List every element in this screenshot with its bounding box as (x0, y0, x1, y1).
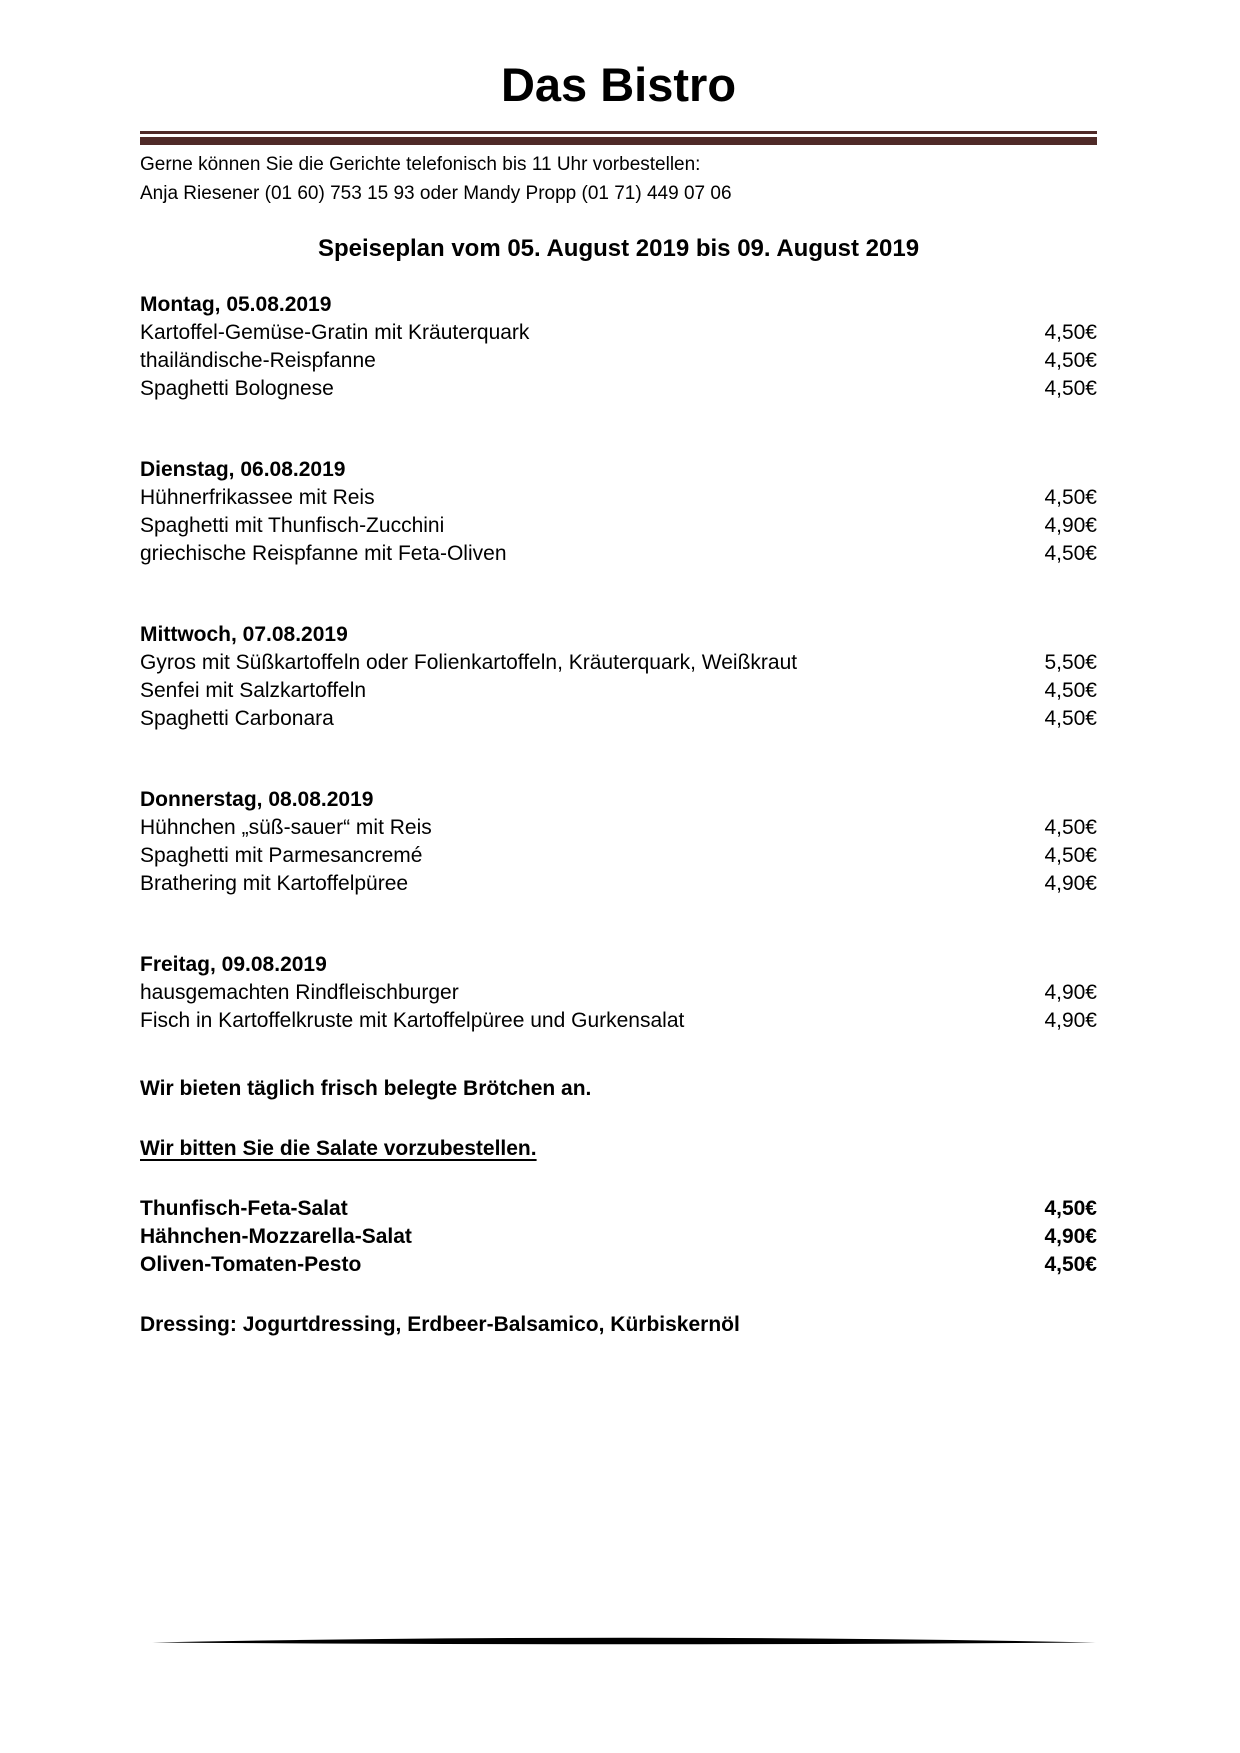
salad-price: 4,50€ (1044, 1197, 1097, 1220)
dish-price: 5,50€ (1044, 651, 1097, 674)
dish-name: Spaghetti mit Parmesancremé (140, 844, 423, 867)
day-block-freitag (140, 951, 1097, 1035)
day-block-montag (140, 291, 1097, 403)
salad-price: 4,90€ (1044, 1225, 1097, 1248)
day-label: Donnerstag, 08.08.2019 (140, 788, 374, 811)
day-block-mittwoch (140, 621, 1097, 733)
day-label: Dienstag, 06.08.2019 (140, 458, 346, 481)
dish-price: 4,50€ (1044, 321, 1097, 344)
dish-price: 4,50€ (1044, 844, 1097, 867)
dish-row (140, 347, 1097, 375)
day-label: Mittwoch, 07.08.2019 (140, 623, 348, 646)
preorder-info (140, 150, 1097, 208)
dish-name: Spaghetti Carbonara (140, 707, 334, 730)
dish-name: Senfei mit Salzkartoffeln (140, 679, 367, 702)
dish-row (140, 319, 1097, 347)
dish-row (140, 649, 1097, 677)
preorder-line-2: Anja Riesener (01 60) 753 15 93 oder Mandy Propp (01 71) 449 07 06 (140, 183, 732, 204)
dish-name: Spaghetti Bolognese (140, 377, 334, 400)
dish-price: 4,90€ (1044, 981, 1097, 1004)
dish-row (140, 1007, 1097, 1035)
dish-row (140, 979, 1097, 1007)
dish-price: 4,50€ (1044, 349, 1097, 372)
dressing-line: Dressing: Jogurtdressing, Erdbeer-Balsamico, Kürbiskernöl (140, 1313, 740, 1336)
dish-row (140, 814, 1097, 842)
dish-name: griechische Reispfanne mit Feta-Oliven (140, 542, 507, 565)
header-rule-thick-line (140, 137, 1097, 145)
dish-price: 4,90€ (1044, 514, 1097, 537)
dish-price: 4,90€ (1044, 872, 1097, 895)
dish-name: Spaghetti mit Thunfisch-Zucchini (140, 514, 445, 537)
salad-row (140, 1251, 1097, 1279)
dish-price: 4,50€ (1044, 542, 1097, 565)
dish-row (140, 677, 1097, 705)
dish-row (140, 705, 1097, 733)
dish-name: hausgemachten Rindfleischburger (140, 981, 459, 1004)
dish-row (140, 870, 1097, 898)
dish-price: 4,50€ (1044, 707, 1097, 730)
dish-row (140, 484, 1097, 512)
dish-price: 4,50€ (1044, 816, 1097, 839)
dish-name: Brathering mit Kartoffelpüree (140, 872, 409, 895)
note-salate-vorbestellen: Wir bitten Sie die Salate vorzubestellen. (140, 1137, 537, 1160)
dish-name: thailändische-Reispfanne (140, 349, 376, 372)
plan-heading: Speiseplan vom 05. August 2019 bis 09. August 2019 (317, 235, 920, 262)
dish-price: 4,50€ (1044, 679, 1097, 702)
day-label: Montag, 05.08.2019 (140, 293, 332, 316)
dish-row (140, 540, 1097, 568)
dish-price: 4,90€ (1044, 1009, 1097, 1032)
salad-row (140, 1223, 1097, 1251)
page-title: Das Bistro (500, 58, 737, 111)
dish-row (140, 842, 1097, 870)
salad-name: Oliven-Tomaten-Pesto (140, 1253, 362, 1276)
dish-name: Hühnchen „süß-sauer“ mit Reis (140, 816, 432, 839)
dish-name: Fisch in Kartoffelkruste mit Kartoffelpüree und Gurkensalat (140, 1009, 685, 1032)
header-rule-divider (140, 131, 1097, 145)
salad-row (140, 1195, 1097, 1223)
day-block-dienstag (140, 456, 1097, 568)
dish-name: Hühnerfrikassee mit Reis (140, 486, 375, 509)
salad-price: 4,50€ (1044, 1253, 1097, 1276)
day-block-donnerstag (140, 786, 1097, 898)
dish-row (140, 512, 1097, 540)
bottom-decorative-divider (152, 1633, 1096, 1646)
dish-price: 4,50€ (1044, 377, 1097, 400)
salads-list (140, 1195, 1097, 1279)
preorder-line-1: Gerne können Sie die Gerichte telefonisch bis 11 Uhr vorbestellen: (140, 154, 701, 175)
salad-name: Hähnchen-Mozzarella-Salat (140, 1225, 412, 1248)
day-label: Freitag, 09.08.2019 (140, 953, 327, 976)
note-broetchen: Wir bieten täglich frisch belegte Brötchen an. (140, 1077, 592, 1100)
salad-name: Thunfisch-Feta-Salat (140, 1197, 348, 1220)
dish-price: 4,50€ (1044, 486, 1097, 509)
dish-name: Kartoffel-Gemüse-Gratin mit Kräuterquark (140, 321, 530, 344)
dish-name: Gyros mit Süßkartoffeln oder Folienkartoffeln, Kräuterquark, Weißkraut (140, 651, 798, 674)
dish-row (140, 375, 1097, 403)
